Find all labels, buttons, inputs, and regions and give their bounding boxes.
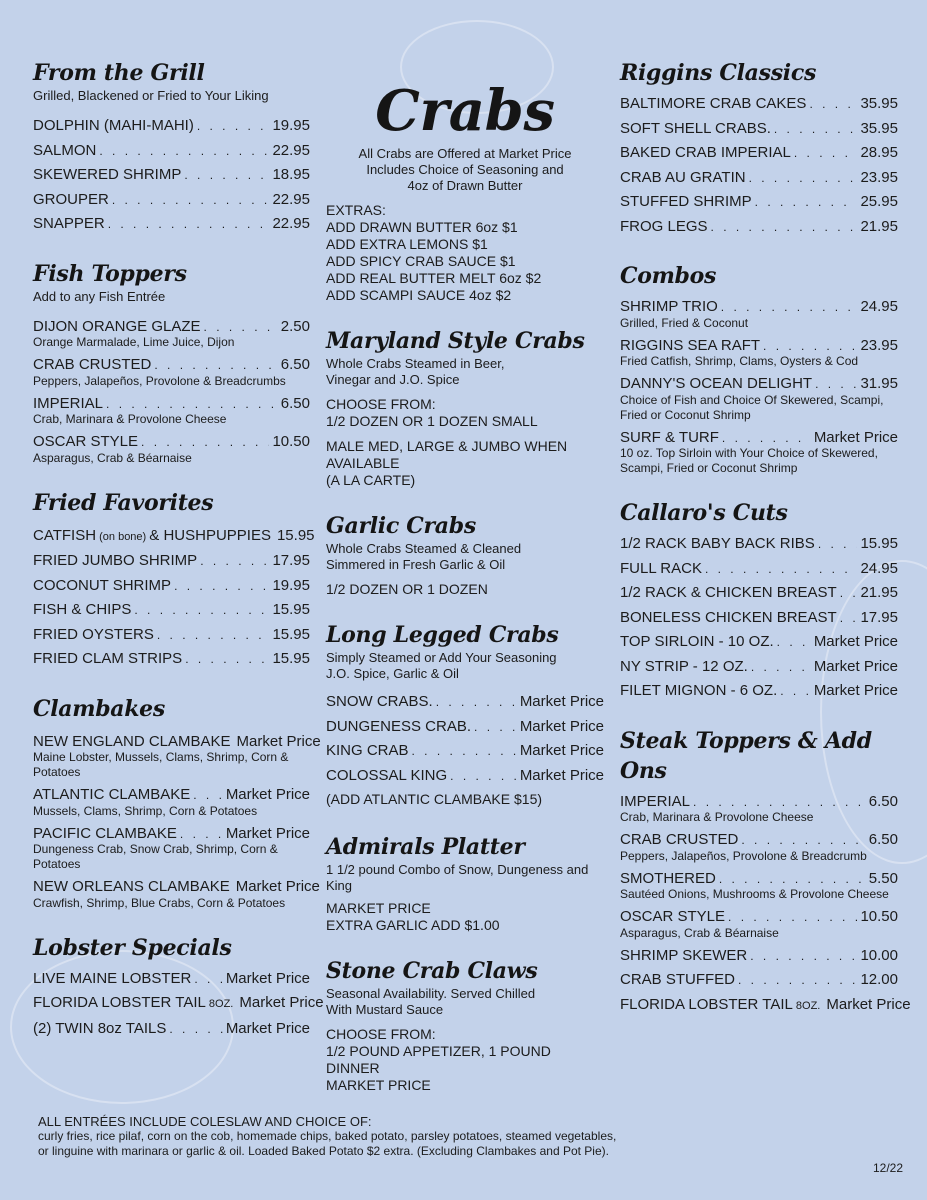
intro-line: Includes Choice of Seasoning and (366, 162, 564, 177)
item-price: Market Price (813, 682, 898, 699)
item-price: 35.95 (860, 119, 898, 137)
item-price: Market Price (519, 766, 604, 784)
dot-leader (750, 945, 857, 969)
menu-item (620, 655, 898, 680)
item-price: 10.50 (860, 908, 898, 925)
crabs-title: Crabs (375, 78, 555, 144)
item-name (620, 295, 718, 319)
menu-item (33, 991, 324, 1017)
item-name-text: DANNY'S OCEAN DELIGHT (620, 375, 813, 392)
item-name-text: CRAB CRUSTED (620, 831, 739, 848)
item-name (620, 141, 791, 165)
section-title: Combos (620, 263, 717, 289)
price-line: EXTRA GARLIC ADD $1.00 (326, 917, 500, 933)
item-name (33, 430, 138, 454)
item-name (620, 92, 806, 116)
dot-leader (108, 213, 270, 237)
choose-line: 1/2 DOZEN OR 1 DOZEN (326, 581, 488, 597)
choose-line: MARKET PRICE (326, 1077, 431, 1093)
item-name-text: BAKED CRAB IMPERIAL (620, 144, 791, 161)
item-name (620, 993, 820, 1019)
item-name (33, 188, 109, 212)
item-price: Market Price (519, 717, 604, 735)
menu-item (33, 163, 310, 188)
menu-item (620, 92, 898, 117)
item-name-text: 1/2 RACK BABY BACK RIBS (620, 535, 815, 552)
item-name (33, 1017, 166, 1041)
item-price: 17.95 (860, 608, 898, 626)
item-price: Market Price (519, 742, 604, 759)
dot-leader (174, 575, 269, 599)
item-price: 22.95 (272, 215, 310, 232)
item-name (620, 905, 725, 929)
item-price: Market Price (225, 824, 310, 842)
section-subtitle: Whole Crabs Steamed in Beer, (326, 356, 505, 371)
item-description: Orange Marmalade, Lime Juice, Dijon (33, 335, 235, 349)
item-price: 31.95 (860, 375, 898, 392)
item-description: Asparagus, Crab & Béarnaise (33, 450, 192, 465)
item-name (620, 630, 774, 654)
item-price: Market Price (826, 995, 911, 1013)
item-name-text: DUNGENESS CRAB. (326, 717, 472, 735)
section-riggins-classics (620, 58, 898, 239)
dot-leader (99, 140, 269, 164)
section-from-the-grill (33, 58, 310, 237)
section-garlic-crabs (326, 511, 604, 598)
item-name-text: SALMON (33, 141, 97, 159)
dot-leader (755, 191, 858, 215)
section-clambakes (33, 694, 321, 911)
menu-item (620, 557, 898, 582)
menu-item (33, 524, 315, 550)
item-price: 22.95 (272, 141, 310, 159)
item-name-text: FLORIDA LOBSTER TAIL (620, 995, 793, 1013)
menu-item (620, 968, 898, 993)
dot-leader (157, 624, 270, 648)
section-long-legged-crabs (326, 620, 604, 810)
choose-line: CHOOSE FROM: (326, 1026, 436, 1042)
item-name (620, 532, 815, 556)
dot-leader (412, 740, 517, 764)
intro-line: 4oz of Drawn Butter (407, 178, 523, 193)
item-name-text: PACIFIC CLAMBAKE (33, 824, 177, 842)
item-price: Market Price (813, 428, 898, 446)
dot-leader (194, 968, 222, 992)
item-name (33, 353, 151, 377)
item-name (33, 212, 105, 236)
item-name (620, 944, 747, 968)
item-name-text: OSCAR STYLE (620, 908, 726, 925)
item-name-text: LIVE MAINE LOBSTER (33, 969, 192, 987)
dot-leader (184, 164, 269, 188)
item-name-text: FRIED JUMBO SHRIMP (33, 552, 198, 569)
item-name (620, 372, 812, 396)
item-description: Crawfish, Shrimp, Blue Crabs, Corn & Potatoes (33, 895, 286, 910)
item-name-text: SHRIMP SKEWER (620, 946, 748, 964)
item-name-text: DIJON ORANGE GLAZE (33, 317, 201, 335)
menu-item (33, 1017, 310, 1042)
section-title: Callaro's Cuts (620, 500, 788, 526)
item-name (33, 598, 131, 622)
menu-item (620, 166, 898, 191)
menu-item (33, 598, 310, 623)
dot-leader (474, 716, 517, 740)
section-admirals-platter (326, 832, 604, 934)
item-price: Market Price (225, 1019, 310, 1037)
menu-item (33, 623, 310, 648)
section-combos (620, 261, 898, 476)
item-name (620, 166, 746, 190)
section-fish-toppers (33, 259, 310, 466)
item-name-text: STUFFED SHRIMP (620, 193, 752, 210)
item-price: 10.00 (860, 946, 898, 964)
item-name (326, 739, 409, 763)
menu-item (620, 630, 898, 655)
item-name (326, 715, 471, 739)
item-price: 15.95 (276, 526, 315, 544)
menu-item (620, 679, 898, 704)
section-subtitle: With Mustard Sauce (326, 1002, 444, 1017)
section-title: Fish Toppers (33, 260, 187, 287)
item-price: Market Price (813, 657, 898, 675)
item-name-text: FLORIDA LOBSTER TAIL (33, 994, 206, 1011)
item-name-text: CATFISH (33, 526, 97, 544)
section-title: Steak Toppers & Add Ons (620, 727, 872, 784)
section-title: Riggins Classics (620, 60, 817, 86)
menu-item (620, 117, 898, 142)
menu-item (620, 190, 898, 215)
item-name-text: (2) TWIN 8oz TAILS (33, 1019, 167, 1037)
menu-item (326, 690, 604, 715)
menu-item (620, 993, 911, 1019)
dot-leader (809, 93, 857, 117)
menu-item (33, 114, 310, 139)
section-subtitle: Add to any Fish Entrée (33, 288, 166, 304)
dot-leader (134, 599, 269, 623)
menu-item (620, 581, 898, 606)
clambake-note: (ADD ATLANTIC CLAMBAKE $15) (326, 791, 543, 807)
middle-column (326, 76, 604, 1116)
item-price: 24.95 (860, 559, 898, 577)
section-maryland-style-crabs (326, 326, 604, 489)
item-name-text: RIGGINS SEA RAFT (620, 336, 761, 354)
extras-line: ADD REAL BUTTER MELT 6oz $2 (326, 270, 542, 286)
extras-line: ADD SPICY CRAB SAUCE $1 (326, 253, 516, 269)
item-price: 6.50 (868, 831, 898, 848)
print-date-code: 12/22 (872, 1161, 903, 1175)
extras-line: ADD EXTRA LEMONS $1 (326, 236, 488, 252)
item-name-text: OSCAR STYLE (33, 433, 139, 450)
section-title: Stone Crab Claws (326, 958, 538, 984)
item-name-text: KING CRAB (326, 742, 409, 759)
item-name-text: SMOTHERED (620, 869, 716, 887)
item-price: Market Price (519, 693, 604, 710)
item-price: 19.95 (272, 576, 310, 594)
item-description: 10 oz. Top Sirloin with Your Choice of Skewered, Scampi, Fried or Coconut Shrimp (620, 446, 878, 475)
dot-leader (794, 142, 858, 166)
item-name-text: SOFT SHELL CRABS. (620, 119, 771, 137)
item-name-text: NY STRIP - 12 OZ. (620, 657, 748, 675)
right-column (620, 58, 911, 1040)
item-description: Crab, Marinara & Provolone Cheese (33, 412, 227, 426)
section-title: Lobster Specials (33, 934, 232, 961)
item-name-text: FRIED CLAM STRIPS (33, 650, 183, 667)
item-description: Grilled, Fried & Coconut (620, 315, 749, 330)
item-name-text: BONELESS CHICKEN BREAST (620, 608, 837, 626)
item-price: 15.95 (272, 650, 310, 667)
item-price: 19.95 (272, 117, 310, 134)
section-lobster-specials (33, 933, 324, 1042)
item-name (620, 655, 748, 679)
item-name (33, 114, 194, 138)
item-description: Mussels, Clams, Shrimp, Corn & Potatoes (33, 803, 258, 818)
section-title: Fried Favorites (33, 489, 214, 516)
dot-leader (705, 558, 857, 582)
item-price: Market Price (813, 633, 898, 650)
item-name-text: & HUSHPUPPIES (149, 526, 271, 544)
item-name (33, 549, 197, 573)
section-subtitle: J.O. Spice, Garlic & Oil (326, 666, 459, 681)
menu-item (33, 212, 310, 237)
choose-line: CHOOSE FROM: (326, 396, 436, 412)
item-name (326, 690, 433, 714)
item-description: Peppers, Jalapeños, Provolone & Breadcrumbs (33, 373, 286, 388)
extras-line: ADD SCAMPI SAUCE 4oz $2 (326, 287, 512, 303)
availability-line: MALE MED, LARGE & JUMBO WHEN AVAILABLE (326, 438, 568, 471)
item-name-text: FRIED OYSTERS (33, 625, 154, 643)
section-fried-favorites (33, 488, 315, 672)
item-name-text: NEW ORLEANS CLAMBAKE (33, 878, 230, 895)
menu-item (33, 967, 310, 992)
left-column (33, 58, 324, 1063)
item-name (620, 968, 735, 992)
section-subtitle: Grilled, Blackened or Fried to Your Liking (33, 88, 269, 103)
section-subtitle: Seasonal Availability. Served Chilled (326, 986, 536, 1001)
section-title: Admirals Platter (326, 834, 525, 860)
item-name-text: FULL RACK (620, 559, 702, 577)
item-price: 23.95 (860, 336, 898, 354)
section-subtitle: Vinegar and J.O. Spice (326, 372, 460, 387)
item-name-text: FILET MIGNON - 6 OZ. (620, 682, 778, 699)
item-name (33, 783, 190, 807)
item-name-text: SNOW CRABS. (326, 693, 433, 710)
section-subtitle: Simmered in Fresh Garlic & Oil (326, 557, 506, 572)
item-description: Sautéed Onions, Mushrooms & Provolone Cheese (620, 887, 889, 901)
availability-line: (A LA CARTE) (326, 472, 416, 488)
item-name-text: COLOSSAL KING (326, 766, 448, 784)
item-price: 6.50 (868, 792, 898, 810)
item-description: Fried Catfish, Shrimp, Clams, Oysters & Cod (620, 354, 859, 368)
section-subtitle: Whole Crabs Steamed & Cleaned (326, 541, 522, 556)
dot-leader (840, 582, 858, 606)
crab-extras (326, 202, 604, 304)
menu-item (620, 215, 898, 240)
section-stone-crab-claws (326, 956, 604, 1094)
item-name-text: BALTIMORE CRAB CAKES (620, 95, 807, 112)
item-name (33, 875, 230, 899)
item-name-text: DOLPHIN (MAHI-MAHI) (33, 117, 194, 134)
item-price: 5.50 (868, 869, 898, 887)
item-name (33, 967, 191, 991)
menu-item (33, 549, 310, 574)
item-note: 8OZ. (205, 998, 234, 1010)
dot-leader (112, 189, 270, 213)
footer-sides-note (38, 1114, 838, 1159)
choose-line: 1/2 DOZEN OR 1 DOZEN SMALL (326, 413, 538, 429)
item-name (33, 163, 181, 187)
item-name (620, 190, 752, 214)
price-line: MARKET PRICE (326, 900, 431, 916)
item-name-text: SHRIMP TRIO (620, 298, 718, 315)
item-price: 10.50 (272, 433, 310, 450)
extras-line: EXTRAS: (326, 202, 386, 218)
footer-heading: ALL ENTRÉES INCLUDE COLESLAW AND CHOICE OF: (38, 1114, 372, 1129)
item-price: 23.95 (860, 168, 898, 186)
section-steak-toppers (620, 726, 911, 1019)
menu-item (33, 647, 310, 672)
dot-leader (450, 765, 517, 789)
item-name-text: SKEWERED SHRIMP (33, 166, 182, 183)
item-name (620, 215, 708, 239)
item-name (33, 647, 182, 671)
menu-item (620, 944, 898, 969)
menu-item (620, 606, 898, 631)
item-name (620, 581, 837, 605)
item-price: 28.95 (860, 144, 898, 161)
item-description: Asparagus, Crab & Béarnaise (620, 925, 779, 940)
menu-item (326, 764, 604, 789)
item-name-text: ATLANTIC CLAMBAKE (33, 786, 191, 803)
dot-leader (200, 550, 269, 574)
menu-item (620, 532, 898, 557)
item-name-text: 1/2 RACK & CHICKEN BREAST (620, 584, 837, 601)
item-name-text: NEW ENGLAND CLAMBAKE (33, 732, 231, 750)
item-name-text: IMPERIAL (33, 394, 104, 412)
item-name-text: IMPERIAL (620, 792, 691, 810)
item-note: 8OZ. (792, 999, 821, 1012)
dot-leader (738, 969, 857, 993)
item-price: Market Price (225, 969, 310, 987)
item-name (620, 557, 702, 581)
item-price: 15.95 (860, 535, 898, 552)
item-name-text: CRAB CRUSTED (33, 356, 152, 373)
item-description: Choice of Fish and Choice Of Skewered, Scampi, Fried or Coconut Shrimp (620, 392, 884, 422)
choose-line: 1/2 POUND APPETIZER, 1 POUND DINNER (326, 1043, 551, 1076)
dot-leader (185, 648, 269, 672)
dot-leader (169, 1018, 222, 1042)
item-price: 15.95 (272, 601, 310, 618)
item-price: 12.00 (860, 971, 898, 988)
item-name (620, 606, 837, 630)
item-price: 22.95 (272, 190, 310, 208)
item-name (620, 117, 771, 141)
dot-leader (197, 115, 270, 139)
menu-item (33, 574, 310, 599)
item-price: Market Price (236, 732, 321, 750)
menu-item (620, 141, 898, 166)
item-name (33, 139, 96, 163)
item-name (33, 991, 233, 1017)
item-name-text: CRAB STUFFED (620, 971, 736, 988)
section-title: Garlic Crabs (326, 513, 476, 539)
dot-leader (711, 216, 858, 240)
item-price: 21.95 (860, 217, 898, 235)
item-price: Market Price (225, 786, 310, 803)
item-price: 25.95 (860, 193, 898, 210)
item-name (33, 524, 271, 550)
footer-line: or linguine with marinara or garlic & oil. Loaded Baked Potato $2 extra. (Excluding Clambakes and Pot Pie). (38, 1144, 609, 1158)
item-name-text: FROG LEGS (620, 217, 708, 235)
dot-leader (780, 680, 811, 704)
item-name-text: SNAPPER (33, 215, 105, 232)
section-title: Maryland Style Crabs (326, 328, 585, 354)
extras-line: ADD DRAWN BUTTER 6oz $1 (326, 219, 518, 235)
item-price: 35.95 (860, 95, 898, 112)
item-name (33, 574, 171, 598)
item-name-text: SURF & TURF (620, 428, 719, 446)
item-description: Crab, Marinara & Provolone Cheese (620, 810, 814, 824)
item-name (620, 828, 738, 852)
item-price: Market Price (239, 994, 324, 1011)
menu-item (326, 739, 604, 764)
section-subtitle: 1 1/2 pound Combo of Snow, Dungeness and King (326, 862, 589, 893)
intro-line: All Crabs are Offered at Market Price (358, 146, 572, 161)
item-price: 2.50 (280, 317, 310, 335)
item-price: 6.50 (280, 356, 310, 373)
item-name (33, 623, 154, 647)
crabs-intro (326, 146, 604, 194)
item-price: 15.95 (272, 625, 310, 643)
menu-item (33, 139, 310, 164)
section-title: From the Grill (33, 60, 205, 86)
dot-leader (840, 607, 858, 631)
item-name-text: FISH & CHIPS (33, 601, 132, 618)
footer-line: curly fries, rice pilaf, corn on the cob, homemade chips, baked potato, parsley potatoes, steamed vegetables, (38, 1129, 617, 1143)
dot-leader (818, 533, 858, 557)
item-name-text: COCONUT SHRIMP (33, 576, 172, 594)
item-name-text: CRAB AU GRATIN (620, 168, 746, 186)
section-callaros-cuts (620, 498, 898, 704)
dot-leader (774, 118, 858, 142)
dot-leader (749, 167, 858, 191)
item-price: 24.95 (860, 298, 898, 315)
item-description: Maine Lobster, Mussels, Clams, Shrimp, Corn & Potatoes (33, 750, 289, 779)
dot-leader (751, 656, 811, 680)
item-description: Peppers, Jalapeños, Provolone & Breadcrumb (620, 848, 867, 863)
menu-item (326, 715, 604, 740)
menu-item (33, 188, 310, 213)
item-price: 21.95 (860, 584, 898, 601)
dot-leader (436, 691, 517, 715)
item-price: 6.50 (280, 394, 310, 412)
item-name-text: GROUPER (33, 190, 109, 208)
item-price: 17.95 (272, 552, 310, 569)
section-title: Long Legged Crabs (326, 622, 559, 648)
section-title: Clambakes (33, 695, 165, 722)
item-name (620, 679, 777, 703)
item-price: Market Price (235, 878, 320, 895)
item-price: 18.95 (272, 166, 310, 183)
item-name (326, 764, 447, 788)
section-subtitle: Simply Steamed or Add Your Seasoning (326, 650, 557, 665)
item-note: (on bone) (96, 530, 150, 543)
item-description: Dungeness Crab, Snow Crab, Shrimp, Corn & Potatoes (33, 842, 278, 871)
dot-leader (777, 631, 811, 655)
item-name-text: TOP SIRLOIN - 10 OZ. (620, 633, 774, 650)
